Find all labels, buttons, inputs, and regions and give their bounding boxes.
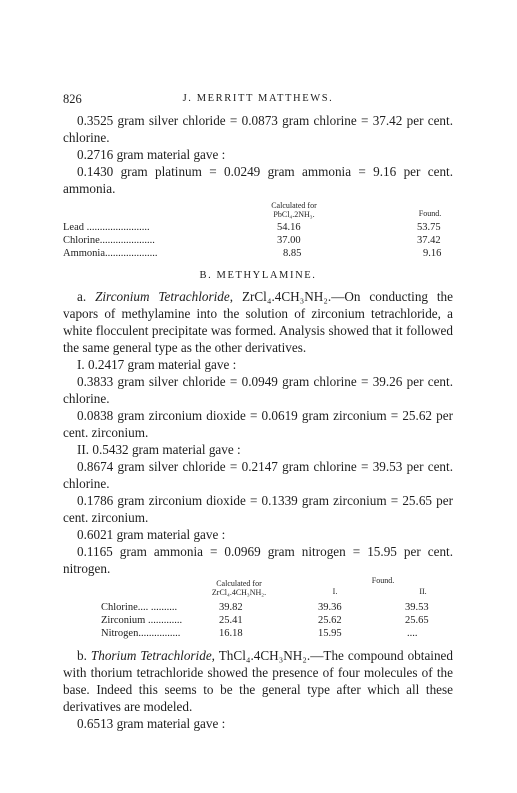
table-row xyxy=(63,221,453,234)
calc-value: 25.41 xyxy=(219,615,243,626)
text-line: 0.0838 gram zirconium dioxide = 0.0619 gram zirconium = 25.62 per cent. zirconium. xyxy=(63,408,453,440)
calc-value: 16.18 xyxy=(219,628,243,639)
found-i-value: 25.62 xyxy=(318,615,342,626)
calc-header-formula: ZrCl₄.4CH₃NH₂. xyxy=(211,587,267,597)
row-label: Nitrogen................ xyxy=(101,628,181,639)
paragraph-text: —On conducting the vapors of methylamine into the solution of zirconium tetrachloride, a white flocculent precipitate was formed. Analysis showed that it followed the same general type as the other derivatives. xyxy=(63,289,454,355)
calc-header xyxy=(189,580,289,597)
text-line: 0.6513 gram material gave : xyxy=(77,716,226,731)
results-table-zirconium xyxy=(101,577,453,641)
row-label: Lead ........................ xyxy=(63,222,150,233)
page-number: 826 xyxy=(63,92,82,106)
running-title: J. MERRITT MATTHEWS. xyxy=(182,93,334,104)
calc-value: 8.85 xyxy=(283,248,302,259)
item-prefix: b. xyxy=(77,648,91,663)
found-header-label: Found. xyxy=(418,209,442,218)
text-line: 0.1165 gram ammonia = 0.0969 gram nitrogen = 15.95 per cent. nitrogen. xyxy=(63,544,453,576)
section-heading: B. METHYLAMINE. xyxy=(199,270,317,281)
text-line: 0.8674 gram silver chloride = 0.2147 gram chlorine = 39.53 per cent. chlorine. xyxy=(63,459,453,491)
found-value: 9.16 xyxy=(423,248,442,259)
row-label: Ammonia.................... xyxy=(63,248,158,259)
calc-value: 54.16 xyxy=(277,222,301,233)
calc-header-line: Calculated for xyxy=(216,579,262,588)
row-label: Chlorine.... .......... xyxy=(101,602,178,613)
compound-formula: , ZrCl₄.4CH₃NH₂. xyxy=(229,289,332,304)
paragraph-text: —The compound obtained with thorium tetrachloride showed the presence of four molecules of the base. Indeed this seems to be the general type after which all these derivatives are modeled. xyxy=(63,648,454,714)
compound-title: Zirconium Tetrachloride xyxy=(95,289,230,304)
col-ii-label: II. xyxy=(419,587,427,596)
row-label: Chlorine..................... xyxy=(63,235,155,246)
calc-value: 39.82 xyxy=(219,602,243,613)
text-line: 0.3833 gram silver chloride = 0.0949 gram chlorine = 39.26 per cent. chlorine. xyxy=(63,374,453,406)
compound-title: Thorium Tetrachloride xyxy=(90,648,212,663)
found-i-value: 15.95 xyxy=(318,628,342,639)
found-ii-value: 25.65 xyxy=(405,615,429,626)
row-label: Zirconium ............. xyxy=(101,615,183,626)
calc-value: 37.00 xyxy=(277,235,301,246)
table-row xyxy=(101,614,491,627)
compound-formula: , ThCl₄.4CH₃NH₂. xyxy=(211,648,311,663)
calc-header-formula: PbCl₄.2NH₃. xyxy=(273,209,315,219)
col-i-header xyxy=(325,588,345,597)
calc-header-line: Calculated for xyxy=(271,201,317,210)
table-row xyxy=(101,601,491,614)
text-line: 0.1786 gram zirconium dioxide = 0.1339 gram zirconium = 25.65 per cent. zirconium. xyxy=(63,493,453,525)
col-i-label: I. xyxy=(332,587,338,596)
text-line: 0.6021 gram material gave : xyxy=(77,527,226,542)
results-table-lead xyxy=(63,197,453,257)
table-row xyxy=(101,627,491,640)
table-row xyxy=(63,234,453,247)
found-ii-value: .... xyxy=(407,628,418,639)
found-ii-value: 39.53 xyxy=(405,602,429,613)
text-line: 0.1430 gram platinum = 0.0249 gram ammonia = 9.16 per cent. ammonia. xyxy=(63,164,453,196)
col-ii-header xyxy=(413,588,433,597)
running-header xyxy=(63,92,453,110)
calc-header xyxy=(249,202,339,219)
text-line: II. 0.5432 gram material gave : xyxy=(77,442,241,457)
text-line: I. 0.2417 gram material gave : xyxy=(77,357,237,372)
found-value: 37.42 xyxy=(417,235,441,246)
item-prefix: a. xyxy=(77,289,96,304)
table-row xyxy=(63,247,453,260)
text-line: 0.2716 gram material gave : xyxy=(77,147,226,162)
paragraph-b xyxy=(63,647,453,715)
found-header xyxy=(407,210,453,219)
page-body xyxy=(63,112,453,732)
text-line: 0.3525 gram silver chloride = 0.0873 gram chlorine = 37.42 per cent. chlorine. xyxy=(63,113,453,145)
found-header xyxy=(363,577,403,586)
paragraph-a xyxy=(63,288,453,356)
found-value: 53.75 xyxy=(417,222,441,233)
found-i-value: 39.36 xyxy=(318,602,342,613)
found-header-label: Found. xyxy=(371,576,395,585)
